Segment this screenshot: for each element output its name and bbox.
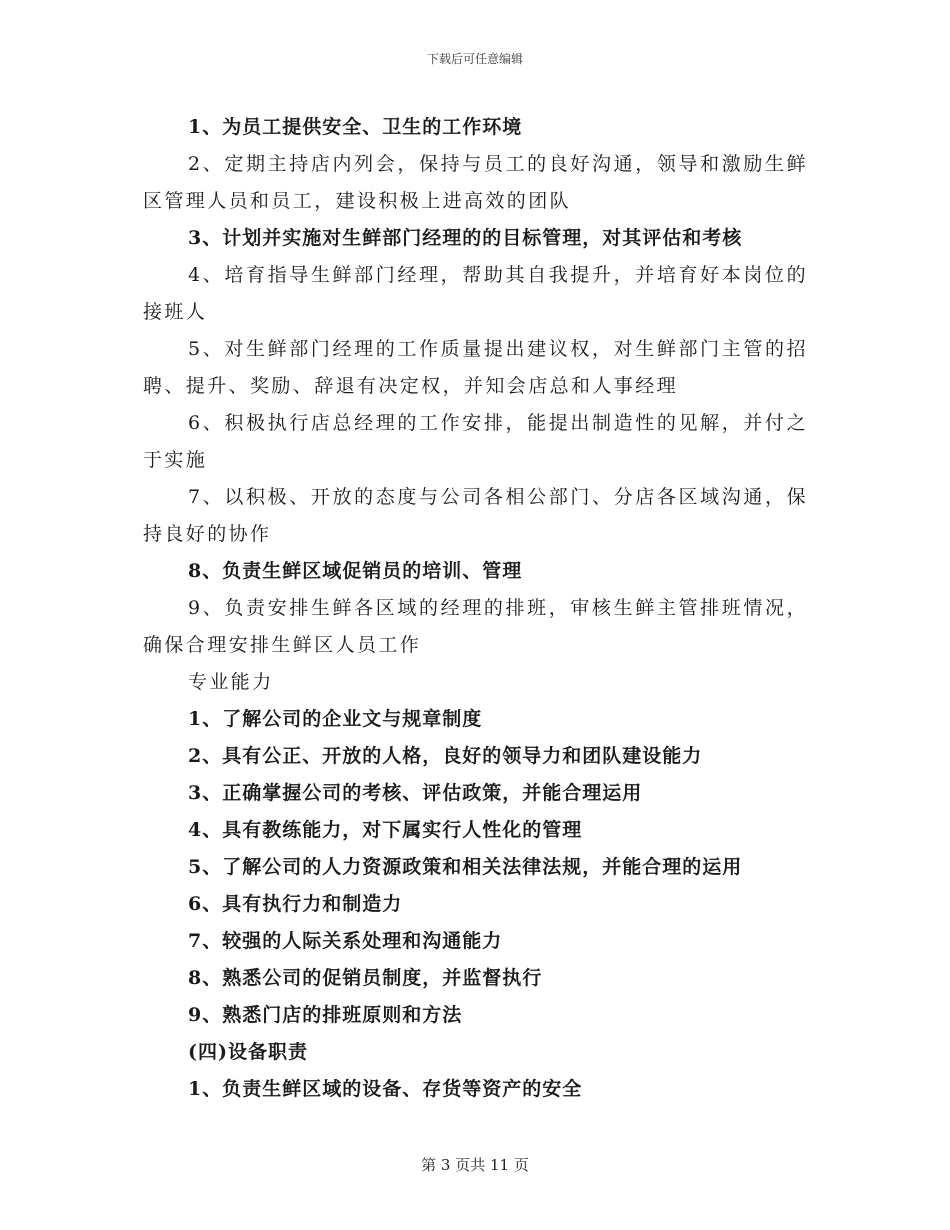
list-item: 8、熟悉公司的促销员制度，并监督执行 [188,967,543,989]
paragraph: 9、负责安排生鲜各区域的经理的排班，审核生鲜主管排班情况，确保合理安排生鲜区人员工作 [143,597,808,656]
page-number-footer: 第 3 页共 11 页 [421,1156,529,1174]
list-item: 2、具有公正、开放的人格，良好的领导力和团队建设能力 [188,745,703,767]
list-item: 5、了解公司的人力资源政策和相关法律法规，并能合理的运用 [188,856,743,878]
list-item: 9、熟悉门店的排班原则和方法 [188,1004,463,1026]
section-heading: 专业能力 [188,671,274,693]
section-heading: (四)设备职责 [188,1041,308,1063]
list-item: 7、较强的人际关系处理和沟通能力 [188,930,503,952]
paragraph: 3、计划并实施对生鲜部门经理的的目标管理，对其评估和考核 [188,227,743,249]
paragraph: 8、负责生鲜区域促销员的培训、管理 [188,560,523,582]
page-header: 下载后可任意编辑 [426,52,523,66]
list-item: 1、负责生鲜区域的设备、存货等资产的安全 [188,1078,583,1100]
paragraph: 5、对生鲜部门经理的工作质量提出建议权，对生鲜部门主管的招聘、提升、奖励、辞退有决定权，并知会店总和人事经理 [143,338,808,397]
list-item: 4、具有教练能力，对下属实行人性化的管理 [188,819,583,841]
list-item: 1、了解公司的企业文与规章制度 [188,708,483,730]
paragraph: 1、为员工提供安全、卫生的工作环境 [188,116,523,138]
list-item: 6、具有执行力和制造力 [188,893,403,915]
paragraph: 4、培育指导生鲜部门经理，帮助其自我提升，并培育好本岗位的接班人 [143,264,808,323]
paragraph: 6、积极执行店总经理的工作安排，能提出制造性的见解，并付之于实施 [143,412,808,471]
list-item: 3、正确掌握公司的考核、评估政策，并能合理运用 [188,782,643,804]
document-body [143,109,808,1108]
paragraph: 7、以积极、开放的态度与公司各相公部门、分店各区域沟通，保持良好的协作 [143,486,808,545]
paragraph: 2、定期主持店内列会，保持与员工的良好沟通，领导和激励生鲜区管理人员和员工，建设积极上进高效的团队 [143,153,808,212]
